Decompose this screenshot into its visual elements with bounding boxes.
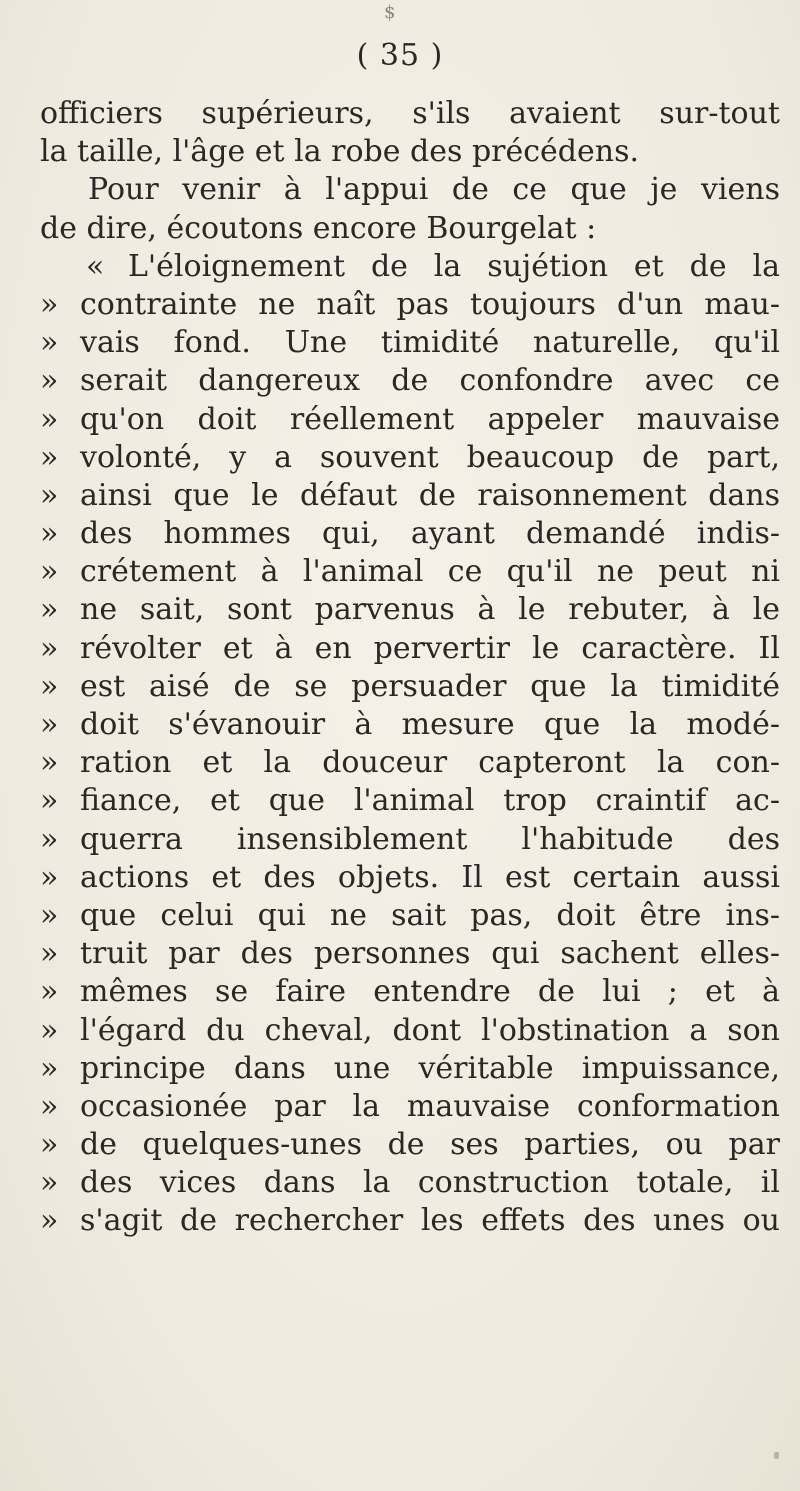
continuation-guillemet: » [40,286,59,322]
quote-line-text: l'égard du cheval, dont l'obstination a son [80,1012,780,1048]
quote-line-text: principe dans une véritable impuissance, [80,1050,780,1086]
quote-line-text: s'agit de rechercher les effets des unes ou [80,1203,780,1239]
continuation-guillemet: » [40,325,59,361]
continuation-guillemet: » [40,592,59,628]
quote-line-text: ration et la douceur capteront la con- [80,745,780,781]
quote-line-text: des vices dans la construction totale, il [80,1165,780,1201]
quote-line-text: occasionée par la mauvaise conformation [80,1088,780,1124]
quote-line [40,439,780,477]
quote-line [40,1164,780,1202]
paragraph-start-line: Pour venir à l'appui de ce que je viens [88,172,780,208]
quote-line [40,821,780,859]
quote-line-text: vais fond. Une timidité naturelle, qu'il [80,325,780,361]
quote-line [40,897,780,935]
quote-line [40,591,780,629]
quote-line [40,553,780,591]
quote-line-text: qu'on doit réellement appeler mauvaise [80,401,780,437]
continuation-guillemet: » [40,707,59,742]
quote-line-text: que celui qui ne sait pas, doit être ins- [80,897,780,933]
quote-line-text: crétement à l'animal ce qu'il ne peut ni [80,554,780,590]
quote-line [40,744,780,782]
quote-line [40,362,780,400]
quote-line [40,286,780,324]
quote-line [40,1202,780,1240]
quote-line [40,706,780,744]
quote-line [40,1126,780,1164]
continuation-guillemet: » [40,477,59,513]
text-line: de dire, écoutons encore Bourgelat : [40,210,597,246]
quote-line-text: ainsi que le défaut de raisonnement dans [80,477,780,513]
continuation-guillemet: » [40,516,59,552]
quote-line [40,859,780,897]
continuation-guillemet: » [40,1165,59,1201]
quote-line [40,477,780,515]
continuation-guillemet: » [40,897,59,933]
continuation-guillemet: » [40,821,59,857]
quote-line-text: révolter et à en pervertir le caractère. Il [80,630,780,666]
quote-line-text: des hommes qui, ayant demandé indis- [80,516,780,552]
text-line: officiers supérieurs, s'ils avaient sur-tout [40,96,780,131]
continuation-guillemet: » [40,1127,59,1163]
continuation-guillemet: » [40,745,59,781]
quote-line [40,324,780,362]
body-text [40,95,780,1241]
continuation-guillemet: » [40,936,59,972]
quote-line-text: fiance, et que l'animal trop craintif ac- [80,783,780,819]
quote-line-text: actions et des objets. Il est certain aussi [80,859,780,895]
quote-line-text: mêmes se faire entendre de lui ; et à [80,974,780,1010]
continuation-guillemet: » [40,1203,59,1239]
top-printer-mark: $ [384,2,396,23]
quote-line-text: doit s'évanouir à mesure que la modé- [80,707,780,742]
continuation-guillemet: » [40,668,59,704]
quote-line [40,1012,780,1050]
text-line: la taille, l'âge et la robe des précédens. [40,134,640,170]
quote-line-text: volonté, y a souvent beaucoup de part, [80,439,780,475]
quote-line [40,973,780,1011]
continuation-guillemet: » [40,974,59,1010]
quote-line-text: truit par des personnes qui sachent elles- [80,936,780,972]
quote-line [40,515,780,553]
ink-speck [774,1452,779,1459]
quote-line [40,935,780,973]
quote-line [40,401,780,439]
continuation-guillemet: » [40,859,59,895]
quote-line-text: L'éloignement de la sujétion et de la [128,248,780,284]
continuation-guillemet: » [40,363,59,399]
quote-line [40,630,780,668]
quote-line [40,668,780,706]
continuation-guillemet: » [40,630,59,666]
quote-line-text: est aisé de se persuader que la timidité [80,668,780,704]
quote-open-line [40,248,780,286]
quote-line [40,1088,780,1126]
quote-line [40,1050,780,1088]
quote-line-text: contrainte ne naît pas toujours d'un mau- [80,286,780,322]
quote-line-text: de quelques-unes de ses parties, ou par [80,1127,780,1163]
quote-line [40,782,780,820]
continuation-guillemet: » [40,439,59,475]
continuation-guillemet: » [40,783,59,819]
open-guillemet: « [86,248,105,284]
quote-line-text: ne sait, sont parvenus à le rebuter, à le [80,592,780,628]
quote-line-text: querra insensiblement l'habitude des [80,821,780,857]
page-number: ( 35 ) [356,38,444,73]
continuation-guillemet: » [40,401,59,437]
quote-line-text: serait dangereux de confondre avec ce [80,363,780,399]
continuation-guillemet: » [40,554,59,590]
continuation-guillemet: » [40,1050,59,1086]
continuation-guillemet: » [40,1012,59,1048]
continuation-guillemet: » [40,1088,59,1124]
